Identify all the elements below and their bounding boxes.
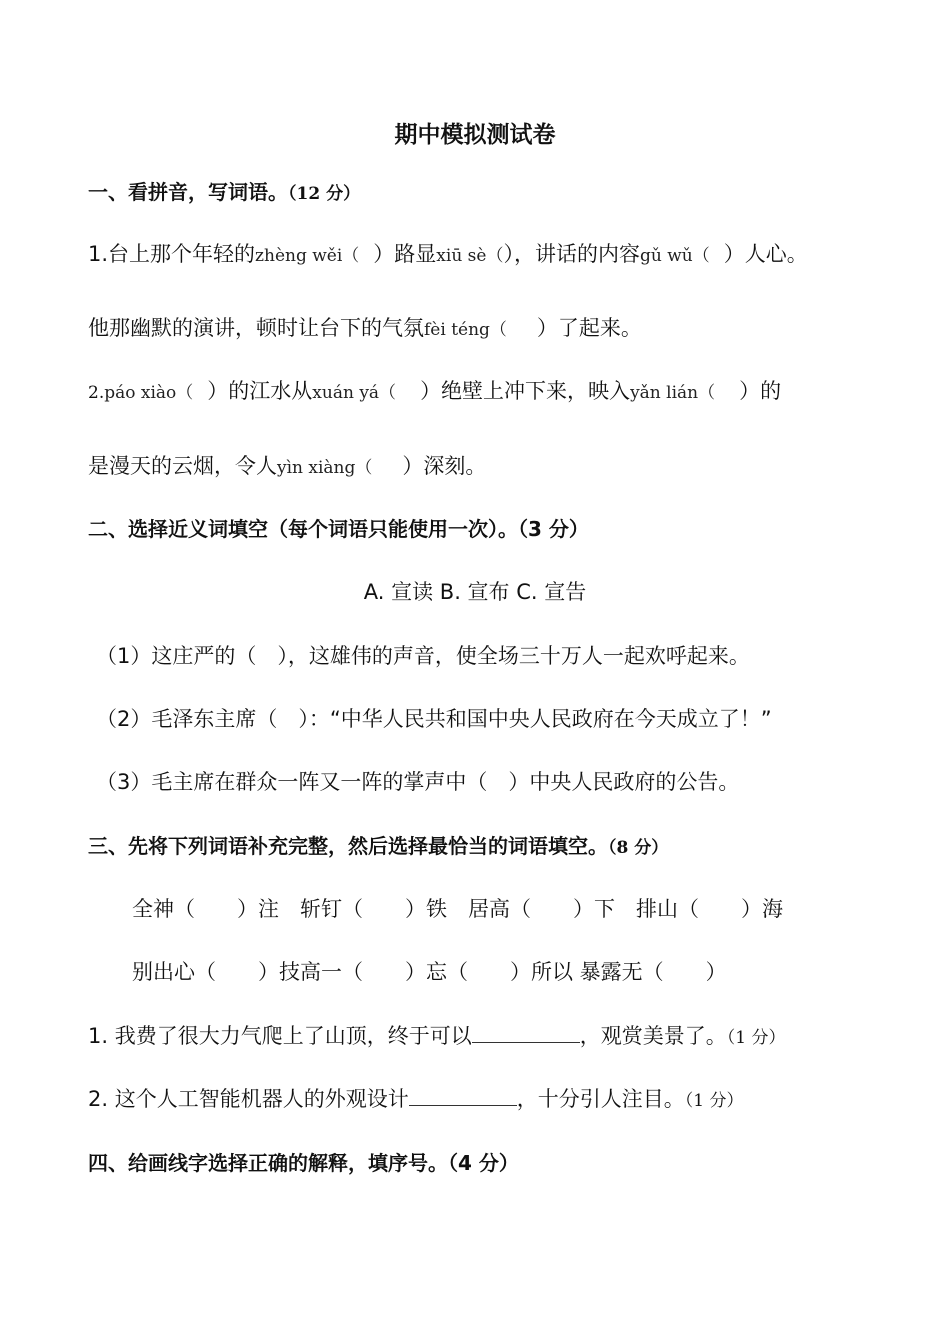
s1-line-3: 2.páo xiào（ ）的江水从xuán yá（ ）绝壁上冲下来，映入yǎn lián（ ）的 <box>88 379 782 403</box>
s1-line-2: 他那幽默的演讲，顿时让台下的气氛fèi téng（ ）了起来。 <box>88 316 642 340</box>
s2-question-3: （3）毛主席在群众一阵又一阵的掌声中（ ）中央人民政府的公告。 <box>96 770 740 794</box>
s2-question-2: （2）毛泽东主席（ ）：“中华人民共和国中央人民政府在今天成立了！” <box>96 707 772 731</box>
section-1-heading: 一、看拼音，写词语。（12 分） <box>88 180 361 204</box>
s1-line-4: 是漫天的云烟，令人yìn xiàng（ ）深刻。 <box>88 454 487 478</box>
answer-blank[interactable] <box>409 1087 517 1106</box>
section-2-heading: 二、选择近义词填空（每个词语只能使用一次）。（3 分） <box>88 517 589 541</box>
answer-blank[interactable] <box>472 1024 580 1043</box>
page-title: 期中模拟测试卷 <box>394 122 556 148</box>
s1-line-1: 1.台上那个年轻的zhèng wěi（ ）路显xiū sè（），讲话的内容gǔ wǔ（ ）人心。 <box>88 242 808 266</box>
s3-word-row-2: 别出心（ ）技高一（ ）忘（ ）所以 暴露无（ ） <box>132 960 727 984</box>
s3-question-2: 2. 这个人工智能机器人的外观设计 ，十分引人注目。（1 分） <box>88 1087 744 1111</box>
s3-word-row-1: 全神（ ）注 斩钉（ ）铁 居高（ ）下 排山（ ）海 <box>132 897 783 921</box>
section-3-heading: 三、先将下列词语补充完整，然后选择最恰当的词语填空。（8 分） <box>88 834 669 858</box>
s2-options: A. 宣读 B. 宣布 C. 宣告 <box>363 580 587 604</box>
s2-question-1: （1）这庄严的（ ），这雄伟的声音，使全场三十万人一起欢呼起来。 <box>96 644 750 668</box>
section-4-heading: 四、给画线字选择正确的解释，填序号。（4 分） <box>88 1151 519 1175</box>
s3-question-1: 1. 我费了很大力气爬上了山顶，终于可以 ，观赏美景了。（1 分） <box>88 1024 786 1048</box>
